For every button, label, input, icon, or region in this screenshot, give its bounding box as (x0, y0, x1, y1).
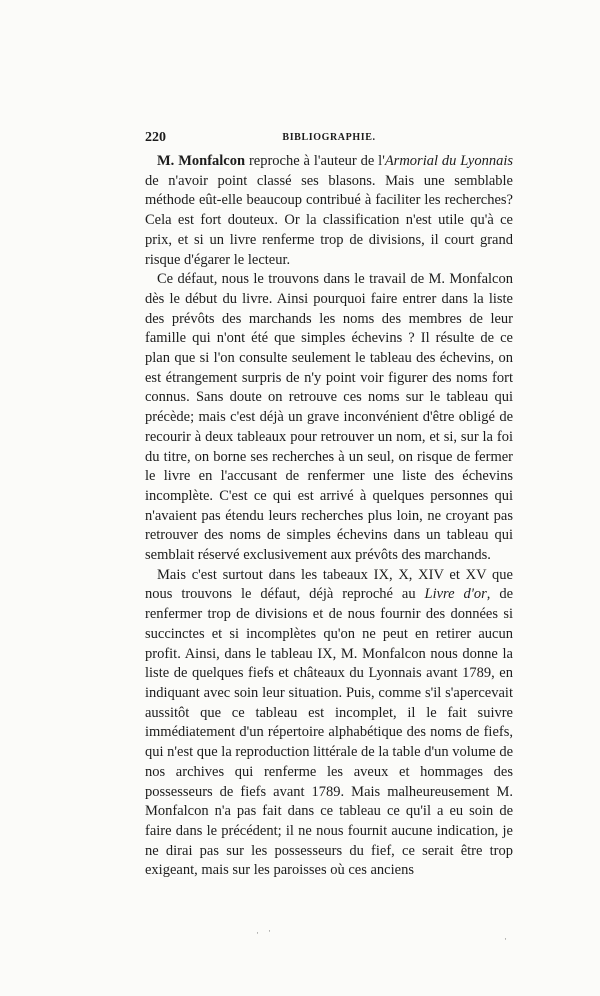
paragraph-2 (145, 270, 513, 566)
scan-speck: · (268, 926, 271, 936)
paragraph-3 (145, 566, 513, 881)
text-run: Ce défaut, nous le trouvons dans le travail de M. Monfalcon dès le début du livre. Ainsi pourquoi faire entrer dans la liste des prévôts des marchands les noms des membres de leur famille qui n'ont été que simples échevins ? Il résulte de ce plan que si l'on consulte seulement le tableau des échevins, on est étrangement surpris de n'y point voir figurer des noms fort connus. Sans doute on retrouve ces noms sur le tableau qui précède; mais c'est déjà un grave inconvénient d'être obligé de recourir à deux tableaux pour retrouver un nom, et si, sur la foi du titre, on borne ses recherches à un seul, on risque de fermer le livre en l'accusant de renfermer une liste des échevins incomplète. C'est ce qui est arrivé à quelques personnes qui n'avaient pas étendu leurs recherches plus loin, ne croyant pas retrouver des noms de simples échevins dans un tableau qui semblait réservé exclusivement aux prévôts des marchands. (145, 271, 513, 564)
text-run: M. Monfalcon (157, 153, 246, 169)
text-run: reproche à l'auteur de l' (245, 153, 385, 169)
book-page (145, 130, 513, 881)
running-title: BIBLIOGRAPHIE. (282, 132, 376, 143)
body-text (145, 152, 513, 881)
scan-speck: · (256, 928, 259, 938)
text-run: , de renfermer trop de divisions et de nous fournir des données si succinctes et si incomplètes qu'on ne peut en retirer aucun profit. Ainsi, dans le tableau IX, M. Monfalcon nous donne la liste de quelques fiefs et châteaux du Lyonnais avant 1789, en indiquant avec soin leur situation. Puis, comme s'il s'apercevait aussitôt que ce tableau est incomplet, il le fait suivre immédiatement d'un répertoire alphabétique des noms de fiefs, qui n'est que la reproduction littérale de la table d'un volume de nos archives qui renferme les aveux et hommages des possesseurs de fiefs avant 1789. Mais malheureusement M. Monfalcon n'a pas fait dans ce tableau ce qu'il a eu soin de faire dans le précédent; il ne nous fournit aucune indication, je ne dirai pas sur les possesseurs du fief, ce serait être trop exigeant, mais sur les paroisses où ces anciens (145, 586, 514, 879)
text-run: Mais c'est surtout dans les tabeaux IX, X, XIV et XV que nous trouvons le défaut, déjà reproché au (145, 566, 513, 603)
text-run: de n'avoir point classé ses blasons. Mais une semblable méthode eût-elle beaucoup contribué à faciliter les recherches? Cela est fort douteux. Or la classification n'est utile qu'à ce prix, et si un livre renferme trop de divisions, il court grand risque d'égarer le lecteur. (145, 172, 513, 268)
page-number: 220 (145, 130, 166, 145)
paragraph-1 (145, 152, 513, 270)
running-head (145, 130, 513, 150)
book-title: Livre d'or (424, 586, 487, 603)
scan-speck: · (504, 934, 507, 944)
book-title: Armorial du Lyonnais (384, 153, 514, 169)
